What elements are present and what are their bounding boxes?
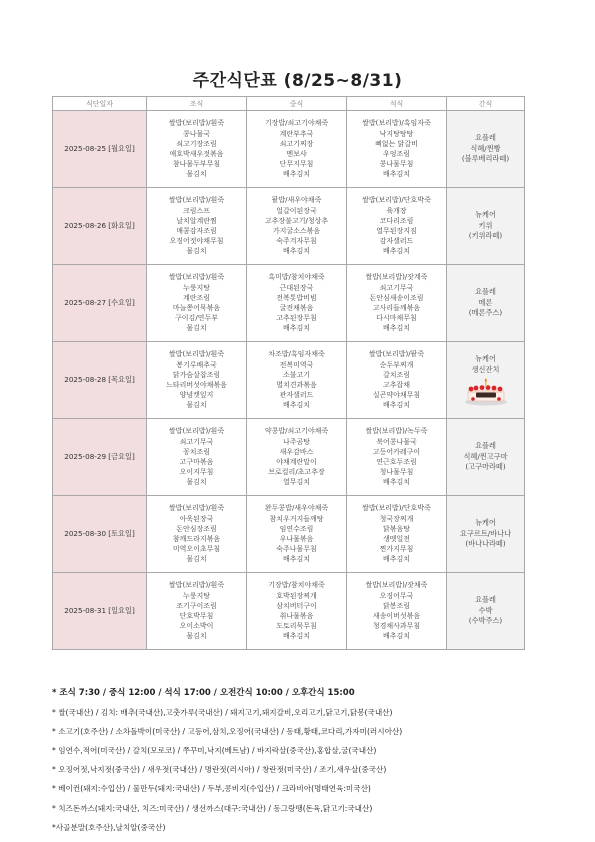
menu-item: 기장밥/쇠고기야채죽 <box>264 119 329 128</box>
snack-cell <box>447 496 525 573</box>
snack-cell <box>447 188 525 265</box>
menu-item: 단호박무침 <box>179 612 214 620</box>
menu-item: 콩나물국 <box>182 129 211 138</box>
menu-item: 연근호두조림 <box>376 458 417 466</box>
menu-item: 봉기루배추국 <box>176 360 217 369</box>
lunch-cell <box>247 573 347 650</box>
breakfast-cell <box>147 111 247 188</box>
menu-item: 나주곰탕 <box>282 437 311 446</box>
table-row <box>53 342 525 419</box>
menu-item: 오이소박이 <box>179 622 214 631</box>
menu-item: 쌀밥(보리밥)/팥죽 <box>368 350 425 359</box>
snack-item: 생신잔치 <box>471 364 500 374</box>
menu-item: 순두부찌개 <box>379 360 414 369</box>
date-cell: 2025-08-29 [금요일] <box>53 419 147 496</box>
menu-item: 흑미밥/참치야채죽 <box>268 273 325 282</box>
menu-item: 쌀밥(보리밥)/단호박죽 <box>362 196 431 205</box>
menu-item: 쇠고기무국 <box>179 437 214 446</box>
menu-item: 고등어카레구이 <box>372 447 421 456</box>
dinner-cell <box>347 111 447 188</box>
menu-item: 단무지무침 <box>279 160 314 169</box>
menu-item: 쇠고기장조림 <box>176 139 217 148</box>
menu-item: 우엉조림 <box>382 150 411 158</box>
menu-item: 다시마채무침 <box>376 314 417 323</box>
menu-item: 배추김치 <box>282 247 311 256</box>
header-date: 식단일자 <box>53 97 147 111</box>
menu-item: 브로컬리/초고추장 <box>268 468 325 477</box>
menu-item: 매콤감자조림 <box>176 227 217 235</box>
lunch-cell <box>247 342 347 419</box>
snack-item: (키위라떼) <box>468 231 503 241</box>
menu-item: 오징어무국 <box>379 591 414 600</box>
date-cell: 2025-08-31 [일요일] <box>53 573 147 650</box>
menu-item: 호박된장찌개 <box>276 591 317 600</box>
menu-item: 배추김치 <box>382 170 411 179</box>
menu-table <box>52 96 525 650</box>
menu-item: 닭가슴살찹조림 <box>172 370 221 379</box>
origin-line: * 오징어젓,낙지젓(중국산) / 새우젓(국내산) / 명란젓(러시아) / 창란젓(미국산) / 조기,새우살(중국산) <box>52 765 387 775</box>
snack-item: 뉴케어 <box>475 354 496 363</box>
menu-item: 코다리조림 <box>379 216 414 225</box>
menu-item: 삐없는 닭갈비 <box>375 139 418 148</box>
menu-item: 낙지탕탕탕 <box>379 129 414 138</box>
menu-item: 찐가지무침 <box>379 545 414 554</box>
menu-item: 쌀밥(보리밥)/녹두죽 <box>365 427 428 436</box>
menu-item: 계란조림 <box>182 293 211 302</box>
menu-item: 물김치 <box>186 478 207 487</box>
snack-item: 수박 <box>478 605 493 615</box>
menu-item: 고구마볶음 <box>179 458 214 466</box>
menu-item: 쌀밥(보리밥)/흰죽 <box>168 273 225 282</box>
date-cell: 2025-08-26 [화요일] <box>53 188 147 265</box>
meal-times: * 조식 7:30 / 중식 12:00 / 석식 17:00 / 오전간식 10:00 / 오후간식 15:00 <box>52 688 355 698</box>
snack-item: (메론주스) <box>468 308 503 318</box>
snack-item: (고구마라떼) <box>465 462 506 472</box>
notes-section <box>52 684 552 837</box>
table-row <box>53 265 525 342</box>
menu-item: 감자샐러드 <box>379 237 414 246</box>
menu-item: 구이김/연두부 <box>175 314 218 323</box>
menu-item: 쌀밥(보리밥)/흑임자죽 <box>362 119 431 128</box>
menu-item: 쇠고기찌장 <box>279 139 314 148</box>
menu-item: 누룽지탕 <box>182 283 211 292</box>
dinner-cell <box>347 419 447 496</box>
snack-cell <box>447 342 525 419</box>
header-breakfast: 조식 <box>147 97 247 111</box>
menu-item: 닭봉조림 <box>382 601 411 610</box>
snack-item: 요플레 <box>475 133 496 143</box>
menu-item: 배추김치 <box>282 555 311 564</box>
snack-item: (바나나라떼) <box>465 539 506 549</box>
breakfast-cell <box>147 419 247 496</box>
menu-item: 물김치 <box>186 324 207 333</box>
menu-item: 배추김치 <box>382 324 411 333</box>
origin-line: * 임연수,적어(미국산) / 갈치(모로코) / 쭈꾸미,낙지(베트남) / 바지락살(중국산),홍합살,굴(국내산) <box>52 746 377 756</box>
lunch-cell <box>247 265 347 342</box>
menu-item: 소불고기 <box>282 370 311 379</box>
menu-item: 배추김치 <box>382 247 411 256</box>
origin-line: * 베이컨(돼지:수입산) / 물만두(돼지:국내산) / 두부,콩비지(수입산) / 크라비아(명태연육:미국산) <box>52 784 371 794</box>
menu-item: 배추김치 <box>282 632 311 641</box>
snack-item: 메론 <box>478 297 493 307</box>
menu-item: 오징어젓야채무침 <box>169 237 224 246</box>
menu-item: 참나물두부무침 <box>172 160 221 169</box>
menu-item: 쌀밥(보리밥)/흰죽 <box>168 427 225 436</box>
snack-cell <box>447 419 525 496</box>
menu-item: 배추김치 <box>282 324 311 333</box>
menu-item: 열무김치 <box>282 478 311 487</box>
snack-item: 요플레 <box>475 441 496 451</box>
menu-item: 고추된장무침 <box>276 314 317 323</box>
breakfast-cell <box>147 265 247 342</box>
menu-item: 콩나물무침 <box>379 160 414 169</box>
page-title: 주간식단표 (8/25~8/31) <box>192 71 403 91</box>
menu-item: 참깨드라지볶음 <box>172 535 221 543</box>
menu-item: 멸치견과볶음 <box>276 381 317 389</box>
table-header-row <box>53 97 525 111</box>
dinner-cell <box>347 342 447 419</box>
origin-line: * 소고기(호주산) / 소차돌박이(미국산) / 고등어,삼치,오징어(국내산) / 동태,황태,코다리,가자미(러시아산) <box>52 727 403 737</box>
menu-item: 물김치 <box>186 401 207 410</box>
menu-item: 새우감바스 <box>279 447 314 456</box>
menu-item: 근대된장국 <box>279 283 314 292</box>
menu-item: 멘보샤 <box>286 150 307 158</box>
menu-item: 기장밥/참치야채죽 <box>268 581 325 590</box>
menu-item: 돈안심새송이조림 <box>369 293 424 302</box>
menu-item: 물김치 <box>186 632 207 641</box>
table-row <box>53 419 525 496</box>
menu-item: 배추김치 <box>382 401 411 410</box>
menu-item: 관자샐러드 <box>279 391 314 400</box>
snack-item: 요플레 <box>475 287 496 297</box>
origin-line: * 쌀(국내산) / 김치: 배추(국내산),고춧가루(국내산) / 돼지고기,돼지갈비,오리고기,닭고기,닭봉(국내산) <box>52 708 393 718</box>
menu-item: 가지굴소스볶음 <box>272 227 321 235</box>
header-snack: 간식 <box>447 97 525 111</box>
header-lunch: 중식 <box>247 97 347 111</box>
snack-item: 키위 <box>478 220 493 230</box>
menu-item: 아욱된장국 <box>179 514 214 523</box>
breakfast-cell <box>147 496 247 573</box>
menu-item: 애호박새우젓볶음 <box>169 150 224 158</box>
menu-item: 쌀밥(보리밥)/단호박죽 <box>362 504 431 513</box>
menu-item: 고추장불고기/청상추 <box>264 216 329 225</box>
menu-item: 생멧일전 <box>382 535 411 543</box>
header-dinner: 석식 <box>347 97 447 111</box>
date-cell: 2025-08-30 [토요일] <box>53 496 147 573</box>
menu-item: 쇠고기무국 <box>379 283 414 292</box>
menu-item: 임연수조림 <box>279 524 314 533</box>
menu-item: 양념캣잎지 <box>179 391 214 400</box>
origin-line: *사골분말(호주산),날치알(중국산) <box>52 822 166 832</box>
menu-item: 누룽지탕 <box>182 591 211 600</box>
menu-item: 도토리묵무침 <box>276 622 317 631</box>
menu-item: 느타리버섯야채볶음 <box>166 381 227 389</box>
menu-item: 배추김치 <box>382 478 411 487</box>
snack-item: 뉴케어 <box>475 518 496 528</box>
menu-item: 꽁치조림 <box>182 447 211 456</box>
snack-item: 식혜/찐빵 <box>470 143 501 153</box>
snack-cell <box>447 111 525 188</box>
menu-item: 닭볶음탕 <box>382 524 411 533</box>
menu-item: 전복미역국 <box>279 360 314 369</box>
snack-item: 요구르트/바나나 <box>459 528 512 538</box>
snack-item: (수박주스) <box>468 616 503 626</box>
menu-item: 마늘쫑어묵볶음 <box>172 304 221 312</box>
menu-item: 쌀밥(보리밥)/흰죽 <box>168 504 225 513</box>
birthday-cake-icon <box>463 378 509 406</box>
menu-item: 전복톳밥비빔 <box>276 293 317 302</box>
menu-item: 삼치버터구이 <box>276 601 317 610</box>
dinner-cell <box>347 496 447 573</box>
menu-item: 청경채사과무침 <box>372 622 421 631</box>
dinner-cell <box>347 188 447 265</box>
snack-item: 요플레 <box>475 595 496 605</box>
menu-item: 계란부추국 <box>279 129 314 138</box>
table-row <box>53 111 525 188</box>
menu-item: 쌀밥(보리밥)/흰죽 <box>168 581 225 590</box>
snack-item: 뉴케어 <box>475 210 496 220</box>
date-cell: 2025-08-28 [목요일] <box>53 342 147 419</box>
dinner-cell <box>347 265 447 342</box>
menu-item: 배추김치 <box>382 555 411 564</box>
menu-item: 고추잡채 <box>382 381 411 389</box>
menu-item: 오이지무침 <box>179 468 214 477</box>
lunch-cell <box>247 419 347 496</box>
menu-item: 참치우거지들깨탕 <box>269 514 324 523</box>
menu-item: 미역오이초무침 <box>172 545 221 554</box>
lunch-cell <box>247 496 347 573</box>
menu-item: 새송이버섯볶음 <box>372 612 421 620</box>
menu-item: 청국장찌개 <box>379 514 414 523</box>
dinner-cell <box>347 573 447 650</box>
menu-item: 쌀밥(보리밥)/잣채죽 <box>365 581 428 590</box>
snack-item: (블루베리라떼) <box>461 154 510 164</box>
menu-item: 날치알계란찜 <box>176 216 217 225</box>
menu-item: 배추김치 <box>282 170 311 179</box>
table-row <box>53 496 525 573</box>
menu-item: 배추김치 <box>382 632 411 641</box>
menu-item: 얼갈이된장국 <box>276 206 317 215</box>
menu-item: 쌀밥(보리밥)/흰죽 <box>168 196 225 205</box>
menu-item: 숙주나물무침 <box>276 545 317 554</box>
menu-item: 고사리들깨볶음 <box>372 304 421 312</box>
menu-item: 약콩밥/쇠고기야채죽 <box>264 427 329 436</box>
menu-item: 팥밥/새우야채죽 <box>271 196 322 205</box>
menu-item: 북어콩나물국 <box>376 437 417 446</box>
snack-cell <box>447 573 525 650</box>
menu-item: 숙주겨자무침 <box>276 237 317 246</box>
menu-item: 조기구이조림 <box>176 601 217 610</box>
menu-item: 야채계란말이 <box>276 458 317 466</box>
menu-item: 청나물무침 <box>379 468 414 477</box>
menu-item: 쌀밥(보리밥)/잣계죽 <box>365 273 428 282</box>
menu-item: 물김치 <box>186 247 207 256</box>
menu-item: 물김치 <box>186 170 207 179</box>
origin-line: * 치즈돈까스(돼지:국내산, 치즈:미국산) / 생선까스(대구:국내산) / 동그랑땡(돈육,닭고기:국내산) <box>52 803 373 813</box>
menu-item: 배추김치 <box>282 401 311 410</box>
menu-item: 물김치 <box>186 555 207 564</box>
menu-item: 취나물볶음 <box>279 612 314 620</box>
menu-item: 갈치조림 <box>382 370 411 379</box>
table-row <box>53 573 525 650</box>
menu-item: 크림스프 <box>182 206 211 215</box>
lunch-cell <box>247 111 347 188</box>
date-cell: 2025-08-25 [월요일] <box>53 111 147 188</box>
menu-item: 굴전채볶음 <box>279 304 314 312</box>
snack-item: 식혜/찐고구마 <box>463 451 508 461</box>
snack-cell <box>447 265 525 342</box>
menu-item: 육개장 <box>386 206 407 215</box>
menu-item: 돈안심장조림 <box>176 524 217 533</box>
lunch-cell <box>247 188 347 265</box>
breakfast-cell <box>147 188 247 265</box>
menu-item: 차조밥/흑임자채죽 <box>268 350 325 359</box>
menu-item: 우나물볶음 <box>279 535 314 543</box>
menu-item: 완두콩밥/새우야채죽 <box>264 504 329 513</box>
menu-item: 열무된장지짐 <box>376 227 417 235</box>
table-row <box>53 188 525 265</box>
date-cell: 2025-08-27 [수요일] <box>53 265 147 342</box>
menu-item: 실곤약야채무침 <box>372 391 421 400</box>
breakfast-cell <box>147 573 247 650</box>
menu-item: 쌀밥(보리밥)/흰죽 <box>168 119 225 128</box>
menu-item: 쌀밥(보리밥)/흰죽 <box>168 350 225 359</box>
breakfast-cell <box>147 342 247 419</box>
